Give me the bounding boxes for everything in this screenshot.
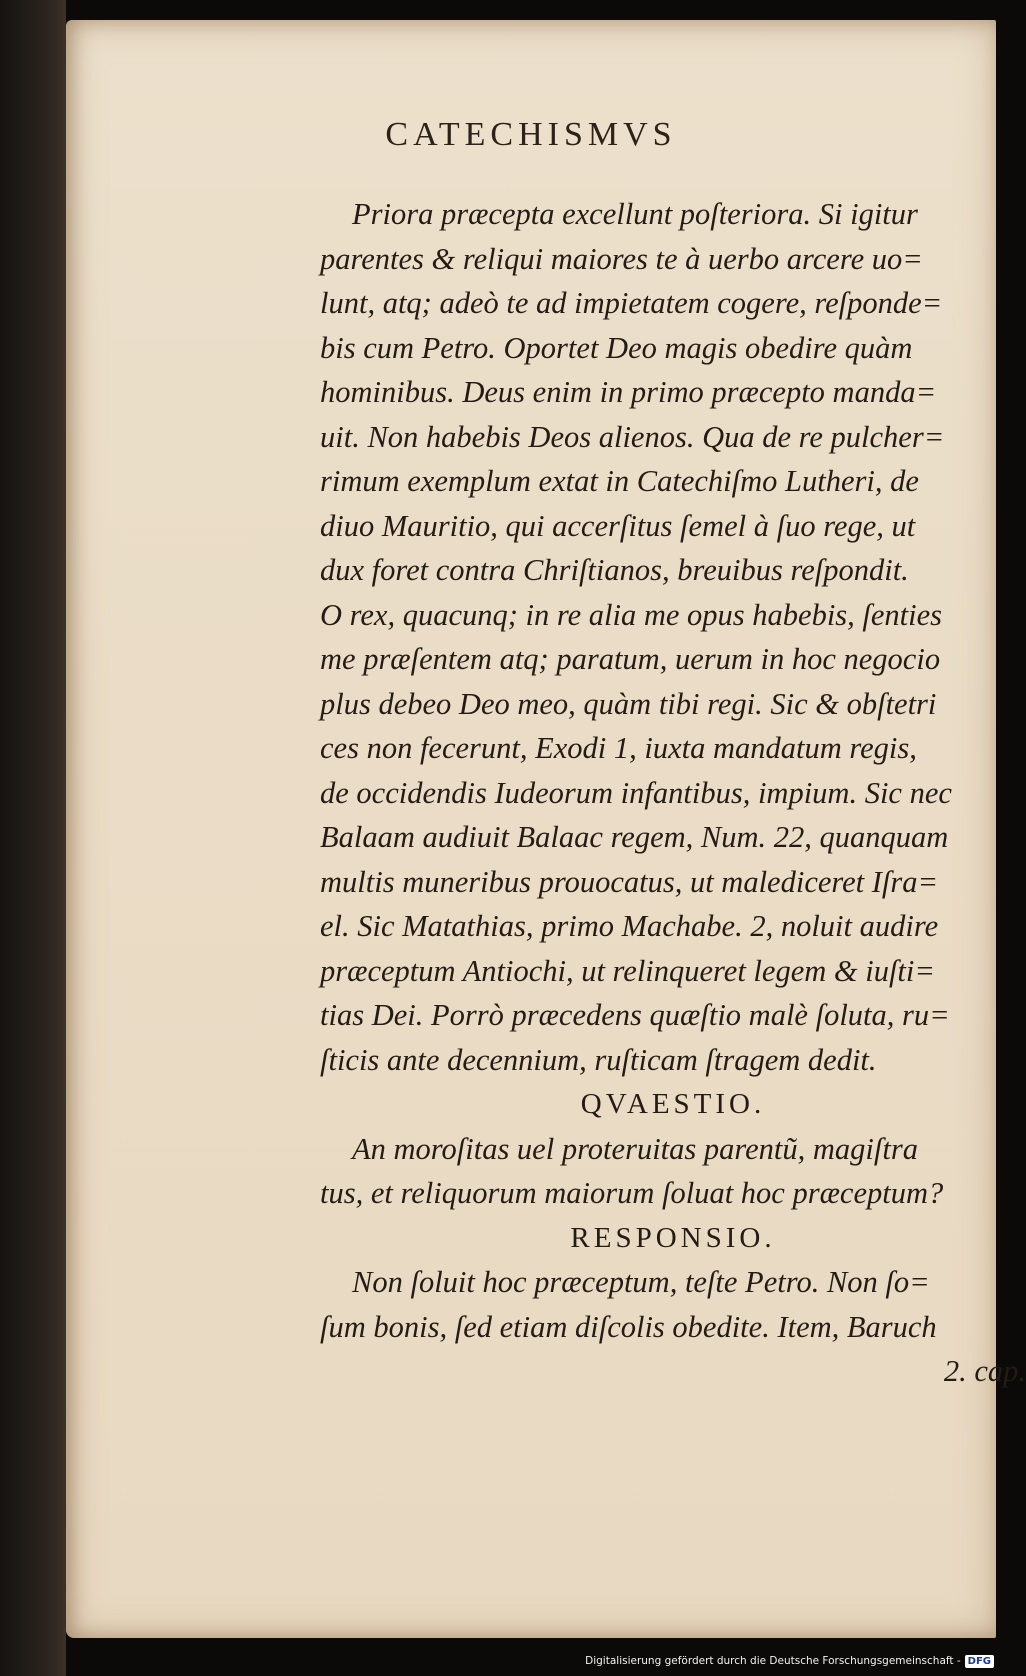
body-text	[320, 192, 1026, 1394]
section-heading: RESPONSIO.	[570, 1221, 776, 1254]
left-background	[0, 0, 66, 1676]
text-line: plus debeo Deo meo, quàm tibi regi. Sic & obſtetri	[320, 686, 937, 721]
credit-text: Digitalisierung gefördert durch die Deutsche Forschungsgemeinschaft -	[585, 1655, 961, 1667]
text-line: hominibus. Deus enim in primo præcepto manda=	[320, 375, 937, 409]
text-line: de occidendis Iudeorum infantibus, impium. Sic nec	[320, 775, 952, 810]
text-line: 2. cap.	[943, 1354, 1026, 1388]
text-line: ſum bonis, ſed etiam diſcolis obedite. Item, Baruch	[320, 1309, 937, 1344]
text-line: lunt, atq; adeò te ad impietatem cogere, reſponde=	[320, 286, 943, 320]
text-line: tus, et reliquorum maiorum ſoluat hoc præceptum?	[320, 1176, 944, 1210]
text-line: me præſentem atq; paratum, uerum in hoc negocio	[320, 642, 941, 676]
digitization-credit	[585, 1650, 994, 1672]
text-line: uit. Non habebis Deos alienos. Qua de re pulcher=	[320, 419, 945, 454]
text-line: dux foret contra Chriſtianos, breuibus reſpondit.	[320, 553, 909, 587]
text-line: Balaam audiuit Balaac regem, Num. 22, quanquam	[320, 820, 949, 854]
text-line: el. Sic Matathias, primo Machabe. 2, noluit audire	[320, 909, 939, 943]
section-heading: QVAESTIO.	[580, 1088, 766, 1120]
text-line: diuo Mauritio, qui accerſitus ſemel à ſuo rege, ut	[320, 508, 916, 543]
text-line: bis cum Petro. Oportet Deo magis obedire quàm	[320, 330, 913, 365]
dfg-logo: DFG	[965, 1655, 994, 1668]
text-line: Non ſoluit hoc præceptum, teſte Petro. Non ſo=	[352, 1265, 930, 1299]
text-line: tias Dei. Porrò præcedens quæſtio malè ſoluta, ru=	[320, 998, 950, 1032]
text-line: ſticis ante decennium, ruſticam ſtragem dedit.	[320, 1042, 877, 1077]
text-line: præceptum Antiochi, ut relinqueret legem & iuſti=	[320, 953, 935, 988]
text-line: parentes & reliqui maiores te à uerbo arcere uo=	[320, 241, 923, 276]
text-line: rimum exemplum extat in Catechiſmo Lutheri, de	[320, 464, 919, 498]
text-line: ces non fecerunt, Exodi 1, iuxta mandatum regis,	[320, 731, 917, 765]
text-line: multis muneribus prouocatus, ut malediceret Iſra=	[320, 864, 939, 899]
text-line: O rex, quacunq; in re alia me opus habebis, ſenties	[320, 597, 943, 632]
running-head: CATECHISMVS	[385, 116, 677, 153]
book-page	[66, 20, 1026, 1638]
text-line: An moroſitas uel proteruitas parentũ, magiſtra	[352, 1131, 918, 1166]
text-line: Priora præcepta excellunt poſteriora. Si igitur	[352, 197, 918, 231]
